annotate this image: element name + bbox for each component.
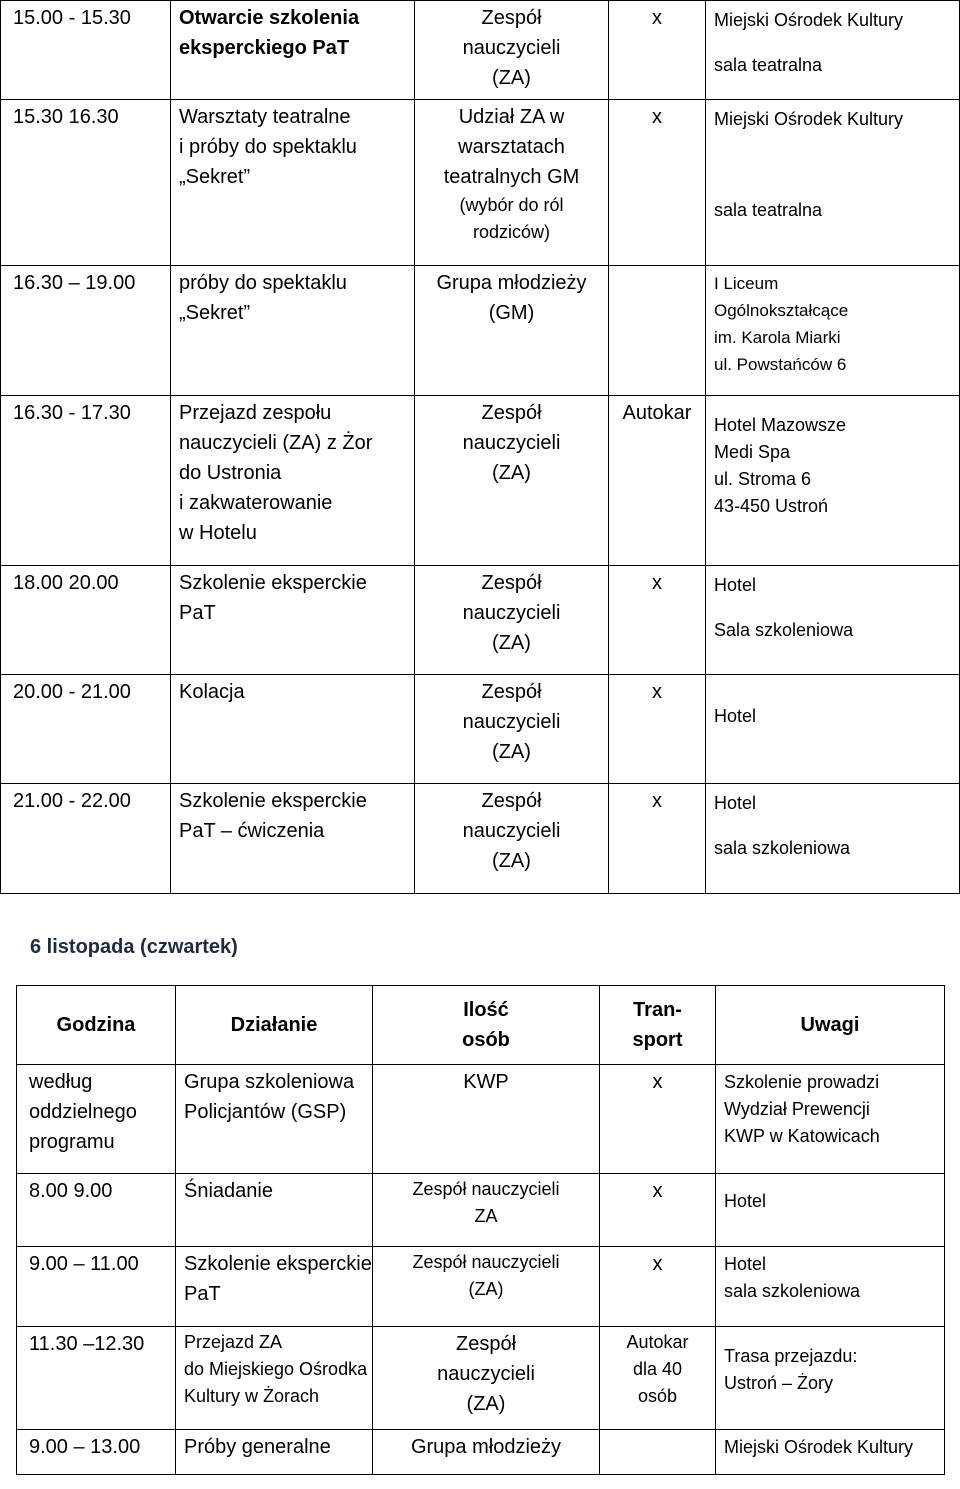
notes-cell: Miejski Ośrodek Kultury [716, 1430, 945, 1475]
transport-cell: x [600, 1065, 716, 1174]
table-row [1, 100, 960, 266]
notes-cell: Hotel Sala szkoleniowa [706, 566, 960, 675]
notes-cell: I Liceum Ogólnokształcące im. Karola Miarki ul. Powstańców 6 [706, 266, 960, 396]
transport-cell: x [609, 675, 706, 784]
activity-cell: Śniadanie [176, 1174, 373, 1247]
transport-cell [600, 1430, 716, 1475]
activity-cell: próby do spektaklu „Sekret” [171, 266, 415, 396]
transport-cell: x [609, 100, 706, 266]
participants-cell: Zespół nauczycieli (ZA) [415, 396, 609, 566]
activity-cell: Szkolenie eksperckie PaT [171, 566, 415, 675]
table-row [17, 1430, 945, 1475]
transport-cell: x [600, 1174, 716, 1247]
notes-cell: Szkolenie prowadzi Wydział Prewencji KWP w Katowicach [716, 1065, 945, 1174]
header-time: Godzina [17, 986, 176, 1065]
activity-cell: Otwarcie szkolenia eksperckiego PaT [171, 1, 415, 100]
day-heading: 6 listopada (czwartek) [30, 936, 238, 958]
count-cell: KWP [373, 1065, 600, 1174]
notes-cell: Hotel Mazowsze Medi Spa ul. Stroma 6 43-450 Ustroń [706, 396, 960, 566]
participants-cell: Udział ZA w warsztatach teatralnych GM (wybór do ról rodziców) [415, 100, 609, 266]
transport-cell: x [609, 784, 706, 894]
table-row [17, 1174, 945, 1247]
activity-cell: Szkolenie eksperckie PaT – ćwiczenia [171, 784, 415, 894]
notes-cell: Hotel sala szkoleniowa [716, 1247, 945, 1327]
schedule-table-day-2 [16, 985, 945, 1475]
notes-cell: Trasa przejazdu: Ustroń – Żory [716, 1327, 945, 1430]
participants-cell: Zespół nauczycieli (ZA) [415, 675, 609, 784]
transport-cell: x [609, 1, 706, 100]
transport-cell [609, 266, 706, 396]
time-cell: 21.00 - 22.00 [1, 784, 171, 894]
count-cell: Zespół nauczycieli (ZA) [373, 1247, 600, 1327]
time-cell: 9.00 – 13.00 [17, 1430, 176, 1475]
participants-cell: Grupa młodzieży (GM) [415, 266, 609, 396]
notes-cell: Hotel [716, 1174, 945, 1247]
table-header-row [17, 986, 945, 1065]
transport-cell: x [600, 1247, 716, 1327]
time-cell: 15.00 - 15.30 [1, 1, 171, 100]
header-activity: Działanie [176, 986, 373, 1065]
notes-cell: Hotel [706, 675, 960, 784]
activity-cell: Warsztaty teatralne i próby do spektaklu „Sekret” [171, 100, 415, 266]
activity-cell: Próby generalne [176, 1430, 373, 1475]
count-cell: Grupa młodzieży [373, 1430, 600, 1475]
time-cell: 8.00 9.00 [17, 1174, 176, 1247]
activity-cell: Kolacja [171, 675, 415, 784]
table-row [17, 1327, 945, 1430]
table-row [1, 266, 960, 396]
time-cell: 20.00 - 21.00 [1, 675, 171, 784]
table-row [1, 566, 960, 675]
table-row [1, 784, 960, 894]
time-cell: 18.00 20.00 [1, 566, 171, 675]
time-cell: 11.30 –12.30 [17, 1327, 176, 1430]
table-row [1, 1, 960, 100]
table-row [1, 396, 960, 566]
time-cell: 9.00 – 11.00 [17, 1247, 176, 1327]
time-cell: według oddzielnego programu [17, 1065, 176, 1174]
header-notes: Uwagi [716, 986, 945, 1065]
activity-cell: Przejazd ZA do Miejskiego Ośrodka Kultury w Żorach [176, 1327, 373, 1430]
time-cell: 15.30 16.30 [1, 100, 171, 266]
notes-cell: Hotel sala szkoleniowa [706, 784, 960, 894]
header-transport: Tran- sport [600, 986, 716, 1065]
notes-cell: Miejski Ośrodek Kultury sala teatralna [706, 1, 960, 100]
count-cell: Zespół nauczycieli ZA [373, 1174, 600, 1247]
table-row [1, 675, 960, 784]
time-cell: 16.30 – 19.00 [1, 266, 171, 396]
time-cell: 16.30 - 17.30 [1, 396, 171, 566]
table-row [17, 1247, 945, 1327]
activity-cell: Przejazd zespołu nauczycieli (ZA) z Żor do Ustronia i zakwaterowanie w Hotelu [171, 396, 415, 566]
count-cell: Zespół nauczycieli (ZA) [373, 1327, 600, 1430]
participants-cell: Zespół nauczycieli (ZA) [415, 566, 609, 675]
transport-cell: x [609, 566, 706, 675]
header-count: Ilość osób [373, 986, 600, 1065]
participants-cell: Zespół nauczycieli (ZA) [415, 1, 609, 100]
notes-cell: Miejski Ośrodek Kultury sala teatralna [706, 100, 960, 266]
activity-cell: Szkolenie eksperckie PaT [176, 1247, 373, 1327]
table-row [17, 1065, 945, 1174]
transport-cell: Autokar [609, 396, 706, 566]
activity-cell: Grupa szkoleniowa Policjantów (GSP) [176, 1065, 373, 1174]
participants-cell: Zespół nauczycieli (ZA) [415, 784, 609, 894]
transport-cell: Autokar dla 40 osób [600, 1327, 716, 1430]
